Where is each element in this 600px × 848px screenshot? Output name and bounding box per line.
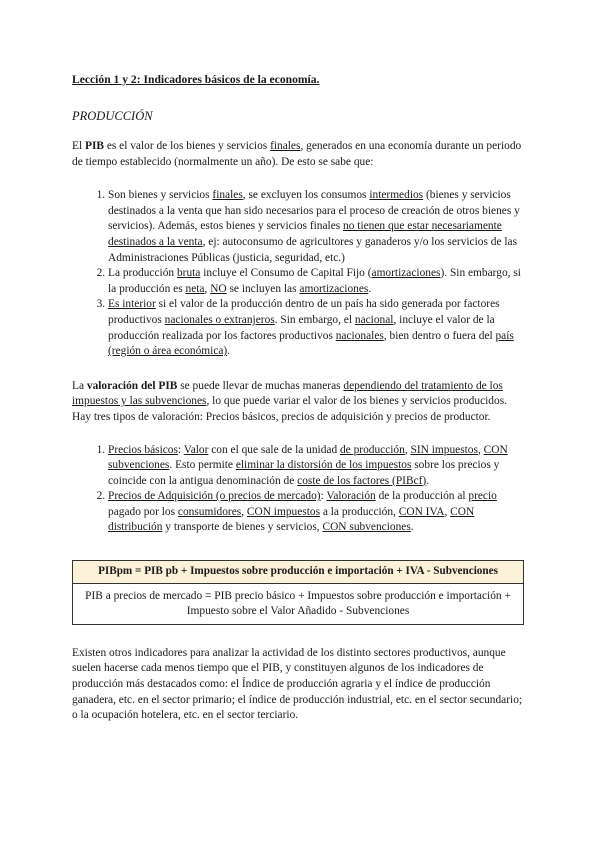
text-run: . xyxy=(227,345,231,358)
underlined-term: Precios básicos xyxy=(108,443,178,456)
underlined-term: nacionales o extranjeros xyxy=(164,313,275,326)
underlined-term: consumidores xyxy=(177,505,242,518)
underlined-term: bruta xyxy=(176,267,201,280)
underlined-term: NO xyxy=(210,282,227,295)
text-run: , xyxy=(204,282,211,295)
underlined-term: Precios de Adquisición (o precios de mercado) xyxy=(108,490,321,503)
list-item xyxy=(108,266,524,297)
text-run: , bien dentro o fuera del xyxy=(383,329,496,342)
text-run: con el que sale de la unidad xyxy=(208,443,340,456)
underlined-term: Valor xyxy=(183,443,209,456)
text-run: , xyxy=(241,505,247,518)
text-run: : xyxy=(177,443,184,456)
underlined-term: nacional xyxy=(354,313,394,326)
underlined-term: coste de los factores (PIBcf) xyxy=(297,474,427,487)
text-run: se puede llevar de muchas maneras xyxy=(177,379,344,392)
text-run: . xyxy=(426,474,430,487)
text-run: . Sin embargo, el xyxy=(274,313,355,326)
text-run: . Esto permite xyxy=(169,459,236,472)
formula-header: PIBpm = PIB pb + Impuestos sobre producción e importación + IVA - Subvenciones xyxy=(73,561,523,584)
text-run: , generados en una economía durante un periodo de tiempo establecido (normalmente un año). De esto se sabe que: xyxy=(72,140,522,168)
underlined-term: precio xyxy=(468,490,497,503)
formula-explanation: PIB a precios de mercado = PIB precio básico + Impuestos sobre producción e importación + Impuesto sobre el Valor Añadido - Subvenciones xyxy=(85,589,511,618)
text-run: La xyxy=(72,379,87,392)
text-run: , se excluyen los consumos xyxy=(242,189,370,202)
formula-box xyxy=(72,560,524,625)
underlined-term: dependiendo del tratamiento de los impuestos y las subvenciones xyxy=(72,379,503,408)
list-item xyxy=(108,443,524,490)
text-run: de la producción al xyxy=(375,490,469,503)
text-run: incluye el Consumo de Capital Fijo ( xyxy=(200,267,372,280)
pib-definition-paragraph xyxy=(72,139,524,170)
underlined-term: CON distribución xyxy=(108,505,475,534)
text-run: El xyxy=(72,140,85,152)
text-run: . xyxy=(368,282,372,295)
underlined-term: finales xyxy=(270,140,301,152)
text-run: La producción xyxy=(108,267,177,280)
text-run: pagado por los xyxy=(108,505,178,518)
text-run: si el valor de la producción dentro de un país ha sido generada por factores productivos xyxy=(108,298,500,326)
underlined-term: finales xyxy=(212,189,243,202)
text-run: , incluye el valor de la producción realizada por los factores productivos xyxy=(108,313,495,342)
text-run: (bienes y servicios destinados a la venta que han sido necesarios para el proceso de creación de otros bienes y servicios). Además, estos bienes y servicios finales xyxy=(108,189,520,233)
underlined-term: CON subvenciones xyxy=(322,521,411,534)
text-run: ). Sin embargo, si la producción es xyxy=(108,267,521,295)
text-run: . xyxy=(410,521,414,534)
underlined-term: Es interior xyxy=(108,298,156,311)
underlined-term: no tienen que estar necesariamente destinados a la venta xyxy=(108,220,502,248)
underlined-term: Valoración xyxy=(326,490,376,503)
text-run: se incluyen las xyxy=(226,282,300,295)
valuation-types-list xyxy=(72,443,524,537)
underlined-term: eliminar la distorsión de los impuestos xyxy=(235,459,412,472)
text-run: , xyxy=(404,443,411,456)
underlined-term: intermedios xyxy=(369,189,424,202)
underlined-term: CON subvenciones xyxy=(108,443,508,472)
underlined-term: país (región o área económica) xyxy=(108,329,514,358)
list-item xyxy=(108,297,524,359)
document-page xyxy=(72,72,524,724)
underlined-term: amortizaciones xyxy=(371,267,441,280)
lesson-title: Lección 1 y 2: Indicadores básicos de la economía. xyxy=(72,73,320,86)
text-run: : xyxy=(320,490,327,503)
text-run: sobre los precios y coincide con la antigua denominación de xyxy=(108,459,500,487)
text-run: y transporte de bienes y servicios, xyxy=(162,521,323,534)
bold-term: PIB xyxy=(84,140,104,152)
text-run: Son bienes y servicios xyxy=(108,189,213,202)
underlined-term: nacionales xyxy=(335,329,384,342)
underlined-term: CON IVA xyxy=(398,505,445,518)
text-run: , ej: autoconsumo de agricultores y ganaderos y/o los servicios de las Administraciones Públicas (justicia, seguridad, etc.) xyxy=(108,235,518,264)
valuation-paragraph xyxy=(72,379,524,426)
text-run: a la producción, xyxy=(320,505,399,518)
underlined-term: neta xyxy=(185,282,205,295)
list-item xyxy=(108,188,524,266)
text-run: , xyxy=(477,443,484,456)
underlined-term: SIN impuestos xyxy=(410,443,478,456)
underlined-term: amortizaciones xyxy=(299,282,369,295)
text-run: , xyxy=(444,505,451,518)
underlined-term: CON impuestos xyxy=(246,505,320,518)
pib-characteristics-list xyxy=(72,188,524,360)
section-heading: PRODUCCIÓN xyxy=(72,109,153,123)
text-run: es el valor de los bienes y servicios xyxy=(103,140,271,152)
list-item xyxy=(108,489,524,536)
other-indicators-paragraph: Existen otros indicadores para analizar la actividad de los distinto sectores productivos, aunque suelen hacerse cada menos tiempo que el PIB, y constituyen algunos de los indicadores de producción más destacados como: el Índice de producción agraria y el índice de producción ganadera, etc. en el sector primario; el índice de producción industrial, etc. en el sector secundario; o la ocupación hotelera, etc. en el sector terciario. xyxy=(72,646,523,722)
bold-term: valoración del PIB xyxy=(86,379,178,392)
text-run: , lo que puede variar el valor de los bienes y servicios producidos. Hay tres tipos de valoración: Precios básicos, precios de adquisición y precios de productor. xyxy=(72,395,507,423)
underlined-term: de producción xyxy=(339,443,405,456)
